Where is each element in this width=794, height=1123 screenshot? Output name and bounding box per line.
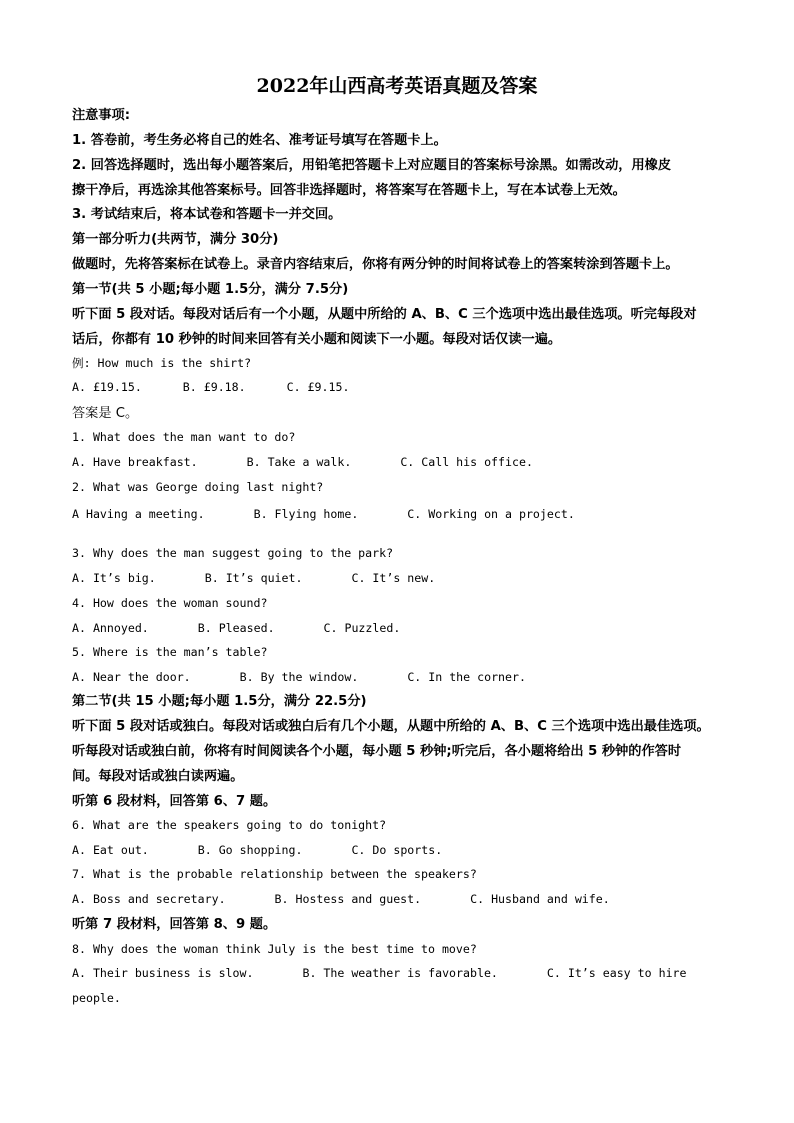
q6-option-b: B. Go shopping. [197,843,303,857]
question-6: 6. What are the speakers going to do tonight? [72,818,387,832]
question-8: 8. Why does the woman think July is the best time to move? [72,942,477,956]
example-option-c: C. £9.15. [286,380,350,394]
example-question: 例: How much is the shirt? [72,356,252,370]
q1-option-c: C. Call his office. [400,455,533,469]
material-6-heading: 听第 6 段材料，回答第 6、7 题。 [72,794,277,809]
section2-heading: 第二节(共 15 小题;每小题 1.5分，满分 22.5分) [72,694,367,709]
question-5-options [72,670,526,684]
question-3-options [72,571,435,585]
q8-option-a: A. Their business is slow. [72,966,254,980]
question-5: 5. Where is the man’s table? [72,645,268,659]
question-1: 1. What does the man want to do? [72,430,296,444]
q5-option-a: A. Near the door. [72,670,191,684]
q4-option-a: A. Annoyed. [72,621,149,635]
q2-option-b: B. Flying home. [253,507,359,521]
question-8-options [72,966,687,980]
q5-option-c: C. In the corner. [407,670,526,684]
q6-option-a: A. Eat out. [72,843,149,857]
question-4: 4. How does the woman sound? [72,596,268,610]
q4-option-c: C. Puzzled. [323,621,401,635]
q7-option-a: A. Boss and secretary. [72,892,226,906]
question-3: 3. Why does the man suggest going to the park? [72,546,394,560]
q1-option-b: B. Take a walk. [246,455,352,469]
question-8-option-c-continued: people. [72,991,121,1005]
q7-option-b: B. Hostess and guest. [274,892,422,906]
section1-heading: 第一节(共 5 小题;每小题 1.5分，满分 7.5分) [72,282,349,297]
section2-intro-c: 间。每段对话或独白读两遍。 [72,769,244,784]
q4-option-b: B. Pleased. [197,621,275,635]
section1-intro-a: 听下面 5 段对话。每段对话后有一个小题，从题中所给的 A、B、C 三个选项中选出最佳选项。听完每段对 [72,307,697,322]
q2-option-a: A Having a meeting. [72,507,205,521]
example-option-b: B. £9.18. [182,380,246,394]
question-1-options [72,455,533,469]
question-2: 2. What was George doing last night? [72,480,324,494]
example-answer: 答案是 C。 [72,406,139,421]
notice-item-2a: 2. 回答选择题时，选出每小题答案后，用铅笔把答题卡上对应题目的答案标号涂黑。如需改动，用橡皮 [72,158,672,173]
question-6-options [72,843,442,857]
q7-option-c: C. Husband and wife. [470,892,610,906]
example-option-a: A. £19.15. [72,380,142,394]
q2-option-c: C. Working on a project. [407,507,575,521]
section2-intro-b: 听每段对话或独白前，你将有时间阅读各个小题，每小题 5 秒钟;听完后，各小题将给出 5 秒钟的作答时 [72,744,682,759]
q3-option-a: A. It’s big. [72,571,156,585]
q1-option-a: A. Have breakfast. [72,455,198,469]
question-2-options [72,507,575,521]
notice-item-3: 3. 考试结束后，将本试卷和答题卡一并交回。 [72,207,342,222]
question-7: 7. What is the probable relationship between the speakers? [72,867,477,881]
notice-heading: 注意事项: [72,108,131,123]
material-7-heading: 听第 7 段材料，回答第 8、9 题。 [72,917,277,932]
notice-item-1: 1. 答卷前，考生务必将自己的姓名、准考证号填写在答题卡上。 [72,133,447,148]
q3-option-b: B. It’s quiet. [204,571,303,585]
section2-intro-a: 听下面 5 段对话或独白。每段对话或独白后有几个小题，从题中所给的 A、B、C 三个选项中选出最佳选项。 [72,719,710,734]
question-7-options [72,892,610,906]
q3-option-c: C. It’s new. [351,571,436,585]
question-4-options [72,621,400,635]
page-title: 2022年山西高考英语真题及答案 [256,75,538,97]
section1-intro-b: 话后，你都有 10 秒钟的时间来回答有关小题和阅读下一小题。每段对话仅读一遍。 [72,332,562,347]
q8-option-b: B. The weather is favorable. [302,966,498,980]
example-options [72,380,349,394]
q5-option-b: B. By the window. [239,670,359,684]
part1-intro: 做题时，先将答案标在试卷上。录音内容结束后，你将有两分钟的时间将试卷上的答案转涂到答题卡上。 [72,257,679,272]
part1-heading: 第一部分听力(共两节，满分 30分) [72,232,279,247]
q6-option-c: C. Do sports. [351,843,443,857]
q8-option-c: C. It’s easy to hire [546,966,687,980]
notice-item-2b: 擦干净后，再选涂其他答案标号。回答非选择题时，将答案写在答题卡上，写在本试卷上无效。 [72,183,626,198]
